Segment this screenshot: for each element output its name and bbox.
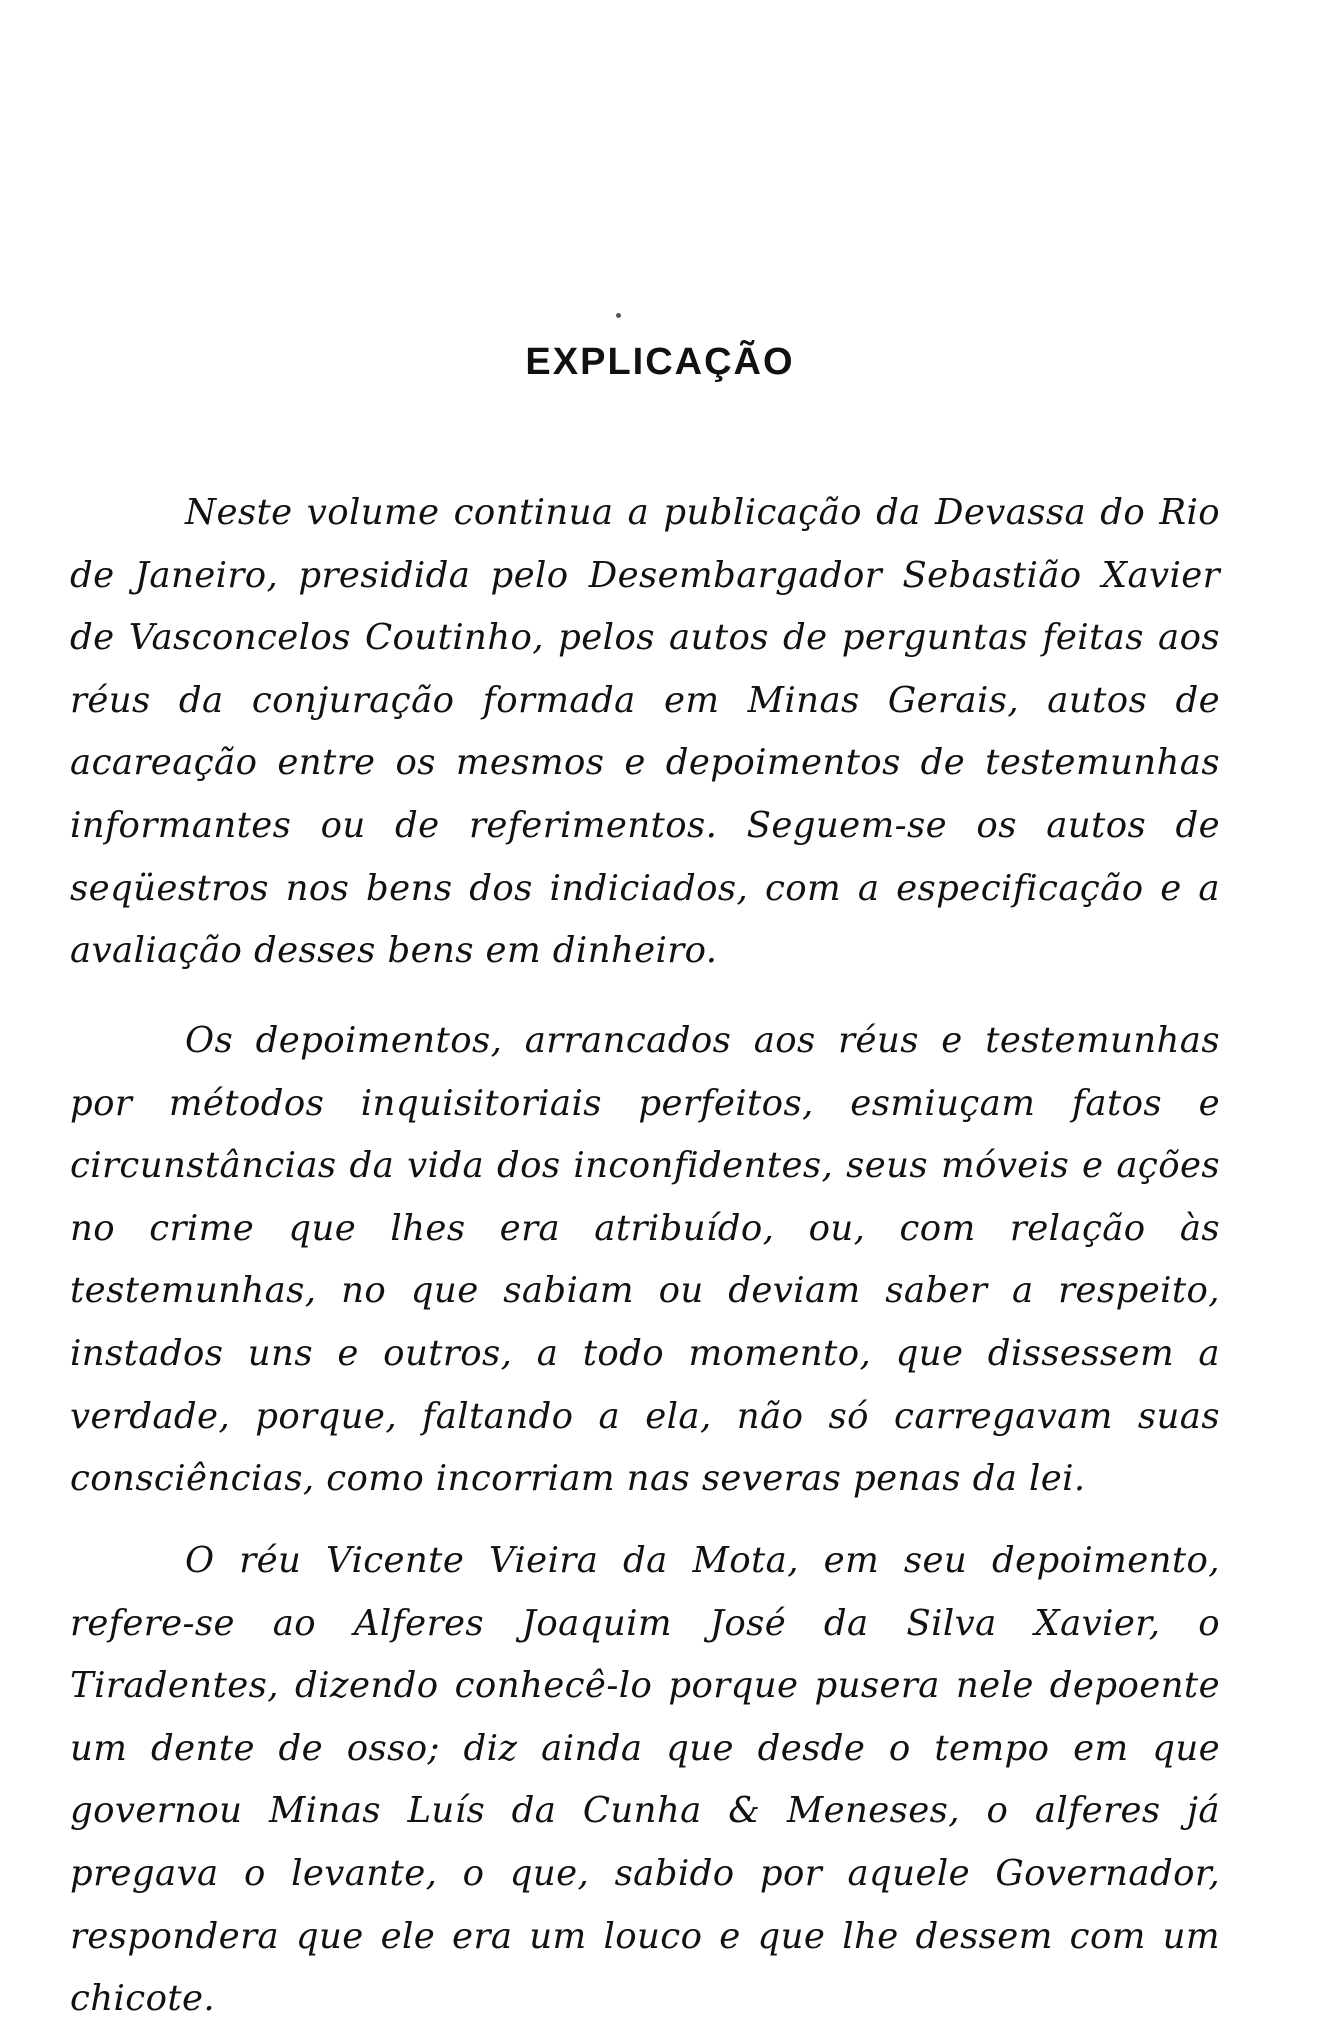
paragraph-1: Neste volume continua a publicação da Devassa do Rio de Janeiro, presidida pelo Desembargador Sebastião Xavier de Vasconcelos Coutinho, pelos autos de perguntas feitas aos réus da conjuração formada em Minas Gerais, autos de acareação entre os mesmos e depoimentos de testemunhas informantes ou de referimentos. Seguem-se os autos de seqüestros nos bens dos indiciados, com a especificação e a avaliação desses bens em dinheiro. <box>70 492 1220 972</box>
paragraph-3: O réu Vicente Vieira da Mota, em seu depoimento, refere-se ao Alferes Joaquim José da Silva Xavier, o Tiradentes, dizendo conhecê-lo porque pusera nele depoente um dente de osso; diz ainda que desde o tempo em que governou Minas Luís da Cunha & Meneses, o alferes já pregava o levante, o que, sabido por aquele Governador, respondera que ele era um louco e que lhe dessem com um chicote. <box>70 1540 1220 2020</box>
page-title: EXPLICAÇÃO <box>525 341 795 383</box>
print-speck <box>616 313 621 318</box>
paragraph-2: Os depoimentos, arrancados aos réus e testemunhas por métodos inquisitoriais perfeitos, esmiuçam fatos e circunstâncias da vida dos inconfidentes, seus móveis e ações no crime que lhes era atribuído, ou, com relação às testemunhas, no que sabiam ou deviam saber a respeito, instados uns e outros, a todo momento, que dissessem a verdade, porque, faltando a ela, não só carregavam suas consciências, como incorriam nas severas penas da lei. <box>70 1020 1220 1500</box>
